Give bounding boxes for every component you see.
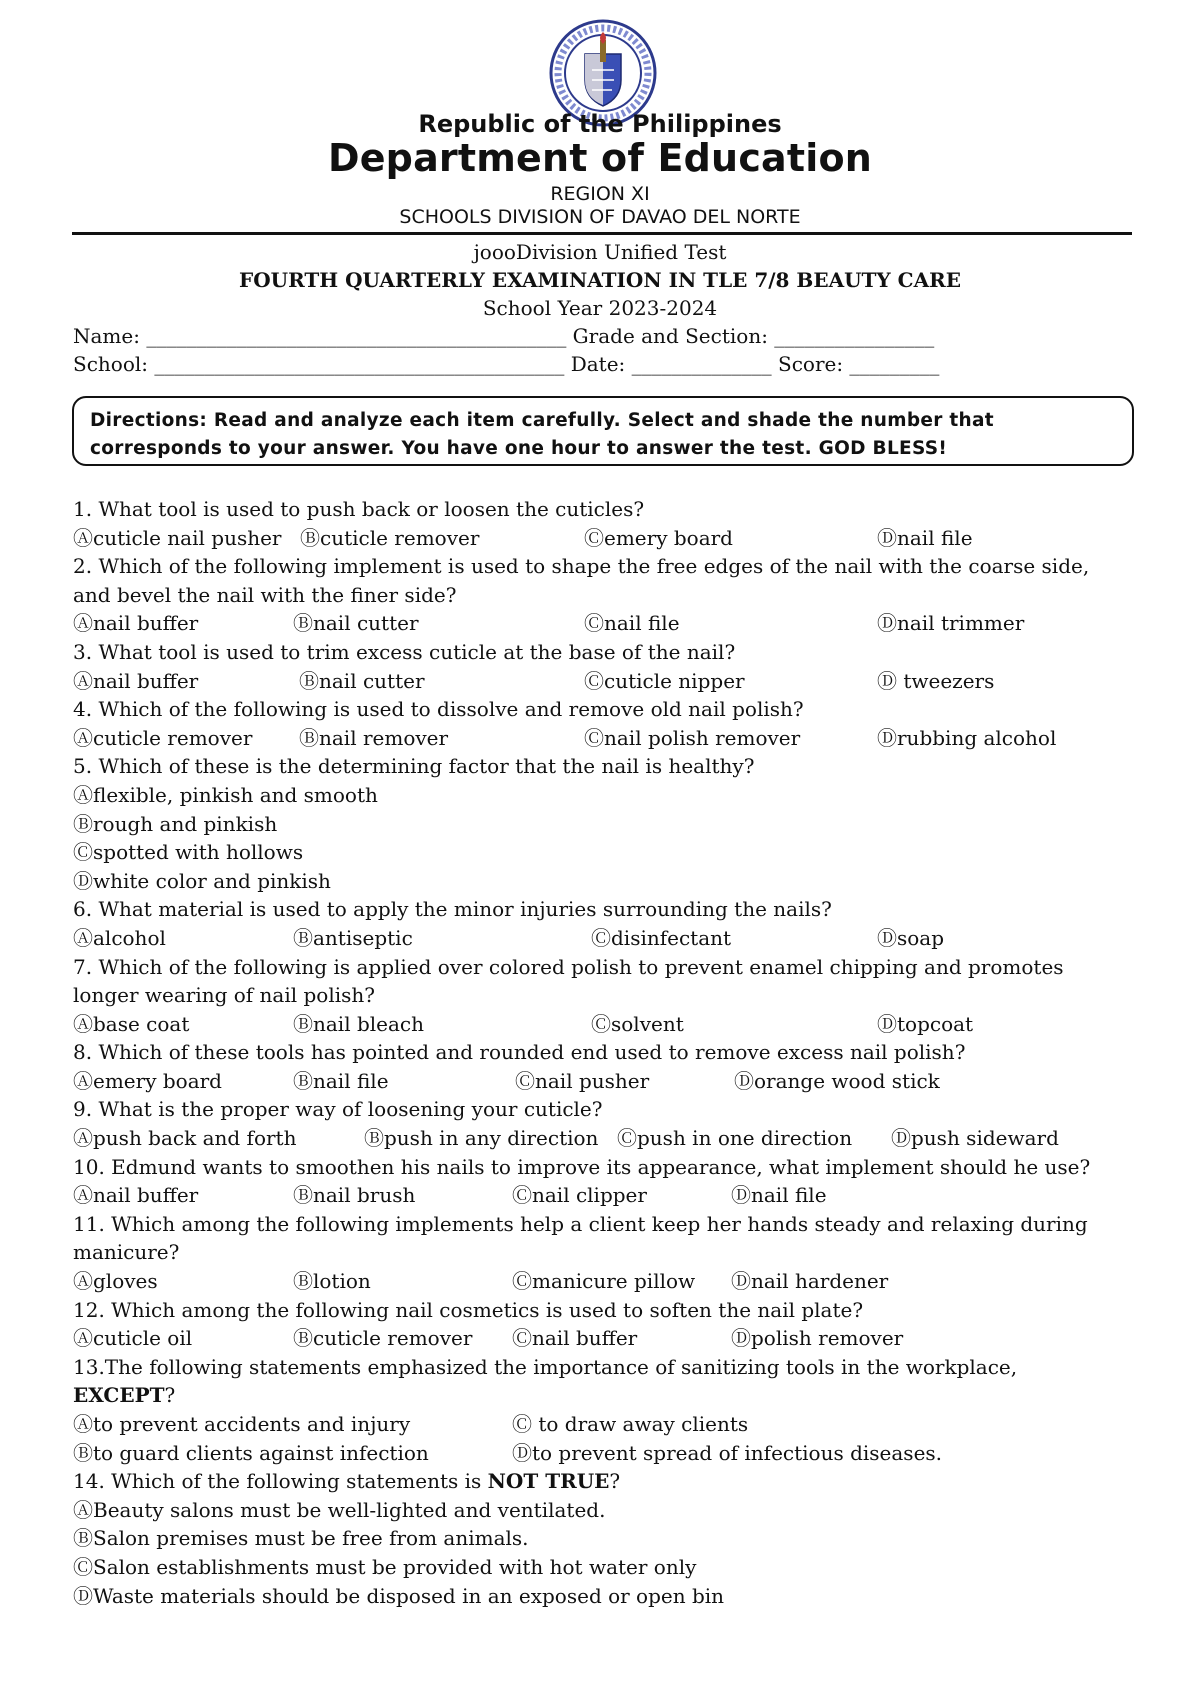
option-row [73, 667, 1143, 696]
option-a[interactable]: Ⓐto prevent accidents and injury [73, 1412, 411, 1436]
question-text-cont: and bevel the nail with the finer side? [73, 582, 457, 607]
header-divider [72, 232, 1132, 235]
option-row [73, 1324, 1143, 1353]
option-a[interactable]: Ⓐalcohol [73, 925, 166, 950]
option-d[interactable]: Ⓓwhite color and pinkish [73, 868, 331, 893]
question-text-cont: longer wearing of nail polish? [73, 983, 376, 1008]
option-b[interactable]: Ⓑnail bleach [293, 1011, 424, 1036]
option-d[interactable]: ⒹWaste materials should be disposed in an exposed or open bin [73, 1583, 725, 1608]
option-row [73, 724, 1143, 753]
option-row [73, 1181, 1143, 1210]
option-d[interactable]: Ⓓsoap [877, 925, 945, 950]
question-text: 2. Which of the following implement is used to shape the free edges of the nail with the coarse side, [73, 554, 1090, 579]
emphasis-except: EXCEPT [73, 1383, 165, 1408]
option-b[interactable]: Ⓑnail file [293, 1068, 389, 1093]
option-b[interactable]: Ⓑnail cutter [299, 668, 425, 693]
option-row [73, 1410, 1143, 1439]
question-text [73, 1467, 1143, 1496]
option-c[interactable]: Ⓒnail clipper [512, 1183, 647, 1208]
option-b[interactable]: Ⓑrough and pinkish [73, 811, 278, 836]
option-a[interactable]: Ⓐflexible, pinkish and smooth [73, 782, 378, 807]
option-c[interactable]: Ⓒnail polish remover [584, 725, 801, 750]
question-text: 3. What tool is used to trim excess cuticle at the base of the nail? [73, 639, 736, 664]
question-text: 12. Which among the following nail cosmetics is used to soften the nail plate? [73, 1297, 864, 1322]
option-row [73, 924, 1143, 953]
option-b[interactable]: Ⓑcuticle remover [293, 1326, 473, 1351]
name-grade-field-row[interactable]: Name: __________________________________________ Grade and Section: ________________ [73, 324, 935, 348]
option-c[interactable]: Ⓒ to draw away clients [512, 1412, 749, 1436]
option-b[interactable]: Ⓑantiseptic [293, 925, 413, 950]
option-d[interactable]: Ⓓtopcoat [877, 1011, 974, 1036]
question-text-cont: manicure? [73, 1240, 180, 1265]
option-a[interactable]: Ⓐnail buffer [73, 1183, 199, 1208]
option-d[interactable]: Ⓓnail file [877, 525, 973, 550]
option-a[interactable]: Ⓐnail buffer [73, 668, 199, 693]
option-b[interactable]: Ⓑnail cutter [293, 611, 419, 636]
option-b[interactable]: Ⓑto guard clients against infection [73, 1440, 429, 1465]
question-list [73, 495, 1143, 1610]
question-text: 1. What tool is used to push back or loosen the cuticles? [73, 497, 645, 521]
question-text-cont [73, 1381, 1143, 1410]
option-c[interactable]: Ⓒnail buffer [512, 1326, 638, 1351]
question-text: 5. Which of these is the determining factor that the nail is healthy? [73, 754, 755, 779]
question-mark: ? [164, 1383, 176, 1408]
option-d[interactable]: Ⓓorange wood stick [734, 1068, 940, 1093]
header-division: SCHOOLS DIVISION OF DAVAO DEL NORTE [399, 206, 801, 228]
test-name: joooDivision Unified Test [473, 240, 727, 264]
question-text: 9. What is the proper way of loosening your cuticle? [73, 1097, 603, 1122]
question-text: 13.The following statements emphasized the importance of sanitizing tools in the workplace, [73, 1354, 1018, 1379]
question-text: 6. What material is used to apply the minor injuries surrounding the nails? [73, 897, 832, 922]
option-b[interactable]: Ⓑnail remover [299, 725, 449, 750]
option-a[interactable]: Ⓐcuticle nail pusher [73, 525, 282, 550]
option-a[interactable]: Ⓐbase coat [73, 1011, 190, 1036]
header-republic: Republic of the Philippines [418, 110, 782, 138]
option-d[interactable]: Ⓓto prevent spread of infectious diseases. [512, 1440, 943, 1465]
option-d[interactable]: Ⓓnail trimmer [877, 611, 1025, 636]
option-c[interactable]: Ⓒcuticle nipper [584, 668, 745, 693]
question-text: 7. Which of the following is applied over colored polish to prevent enamel chipping and promotes [73, 954, 1064, 979]
school-year: School Year 2023-2024 [482, 296, 718, 320]
option-b[interactable]: ⒷSalon premises must be free from animals. [73, 1526, 529, 1551]
option-c[interactable]: Ⓒsolvent [591, 1011, 684, 1036]
option-c[interactable]: Ⓒmanicure pillow [512, 1269, 696, 1294]
option-b[interactable]: Ⓑlotion [293, 1269, 371, 1294]
header-department: Department of Education [327, 136, 873, 180]
option-a[interactable]: Ⓐnail buffer [73, 611, 199, 636]
option-a[interactable]: Ⓐemery board [73, 1068, 222, 1093]
option-a[interactable]: Ⓐpush back and forth [73, 1126, 297, 1151]
emphasis-not-true: NOT TRUE [487, 1469, 610, 1494]
option-c[interactable]: Ⓒnail file [584, 611, 680, 636]
question-lead: 14. Which of the following statements is [73, 1469, 488, 1494]
option-c[interactable]: Ⓒpush in one direction [617, 1126, 853, 1151]
option-d[interactable]: Ⓓpolish remover [731, 1326, 904, 1351]
header-region: REGION XI [550, 183, 650, 205]
option-d[interactable]: Ⓓnail hardener [731, 1269, 889, 1294]
option-d[interactable]: Ⓓrubbing alcohol [877, 725, 1057, 750]
option-a[interactable]: Ⓐgloves [73, 1269, 158, 1294]
option-row [73, 1124, 1143, 1153]
option-c[interactable]: ⒸSalon establishments must be provided with hot water only [73, 1554, 697, 1579]
directions-box: Directions: Read and analyze each item carefully. Select and shade the number that corresponds to your answer. You have one hour to answer the test. GOD BLESS! [72, 396, 1134, 466]
option-c[interactable]: Ⓒspotted with hollows [73, 840, 304, 865]
question-mark: ? [609, 1469, 621, 1494]
exam-title: FOURTH QUARTERLY EXAMINATION IN TLE 7/8 BEAUTY CARE [239, 268, 961, 292]
question-text: 10. Edmund wants to smoothen his nails to improve its appearance, what implement should he use? [73, 1154, 1091, 1179]
option-row [73, 1439, 1143, 1468]
option-c[interactable]: Ⓒdisinfectant [591, 925, 732, 950]
option-a[interactable]: Ⓐcuticle remover [73, 725, 253, 750]
option-b[interactable]: Ⓑcuticle remover [300, 525, 480, 550]
question-text: 8. Which of these tools has pointed and rounded end used to remove excess nail polish? [73, 1040, 966, 1065]
question-text: 4. Which of the following is used to dissolve and remove old nail polish? [73, 697, 804, 722]
option-d[interactable]: Ⓓ tweezers [877, 668, 995, 693]
option-c[interactable]: Ⓒnail pusher [515, 1068, 650, 1093]
option-row [73, 1010, 1143, 1039]
school-date-score-field-row[interactable]: School: _________________________________________ Date: ______________ Score: _________ [73, 352, 940, 376]
option-row [73, 1267, 1143, 1296]
option-d[interactable]: Ⓓnail file [731, 1183, 827, 1208]
option-row [73, 524, 1143, 553]
option-row [73, 1067, 1143, 1096]
option-b[interactable]: Ⓑnail brush [293, 1183, 416, 1208]
question-text: 11. Which among the following implements help a client keep her hands steady and relaxing during [73, 1211, 1088, 1236]
option-c[interactable]: Ⓒemery board [584, 525, 733, 550]
option-b[interactable]: Ⓑpush in any direction [364, 1126, 599, 1151]
option-d[interactable]: Ⓓpush sideward [891, 1126, 1059, 1151]
option-a[interactable]: Ⓐcuticle oil [73, 1326, 193, 1351]
option-row [73, 609, 1143, 638]
option-a[interactable]: ⒶBeauty salons must be well-lighted and ventilated. [73, 1497, 606, 1522]
